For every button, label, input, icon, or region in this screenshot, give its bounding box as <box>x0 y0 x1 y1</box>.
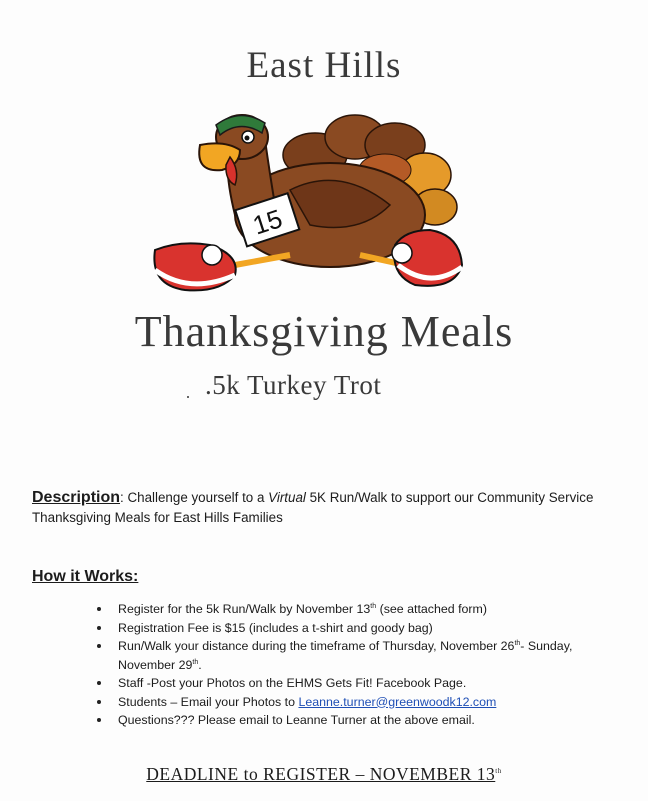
subtitle: .5k Turkey Trot <box>205 370 382 400</box>
how-it-works-title: How it Works: <box>32 568 139 585</box>
list-item: Questions??? Please email to Leanne Turner at the above email. <box>118 711 618 730</box>
how-it-works-list <box>96 600 618 730</box>
title-main: Thanksgiving Meals <box>134 307 514 356</box>
deadline <box>0 764 648 785</box>
description-italic: Virtual <box>268 490 306 505</box>
description-text-b: 5K Run/Walk to support our Community Service Thanksgiving Meals for East Hills Families <box>32 490 594 525</box>
email-link[interactable]: Leanne.turner@greenwoodk12.com <box>298 694 497 709</box>
turkey-runner-illustration <box>140 95 470 305</box>
deadline-sup: th <box>495 767 502 776</box>
title-top: East Hills <box>246 45 402 86</box>
deadline-text: DEADLINE to REGISTER – NOVEMBER 13 <box>146 764 496 784</box>
speck <box>187 396 189 398</box>
list-item: Staff -Post your Photos on the EHMS Gets Fit! Facebook Page. <box>118 674 618 693</box>
right-sneaker <box>392 230 462 286</box>
list-item: Run/Walk your distance during the timeframe of Thursday, November 26th- Sunday, November 29th. <box>118 637 618 674</box>
list-item: Students – Email your Photos to Leanne.turner@greenwoodk12.com <box>118 693 618 712</box>
description-text-a: : Challenge yourself to a <box>120 490 269 505</box>
description <box>32 488 622 528</box>
list-item: Registration Fee is $15 (includes a t-shirt and goody bag) <box>118 619 618 638</box>
svg-text:15: 15 <box>249 203 286 241</box>
left-sneaker <box>154 243 235 290</box>
description-label: Description <box>32 489 121 506</box>
list-item: Register for the 5k Run/Walk by November 13th (see attached form) <box>118 600 618 619</box>
